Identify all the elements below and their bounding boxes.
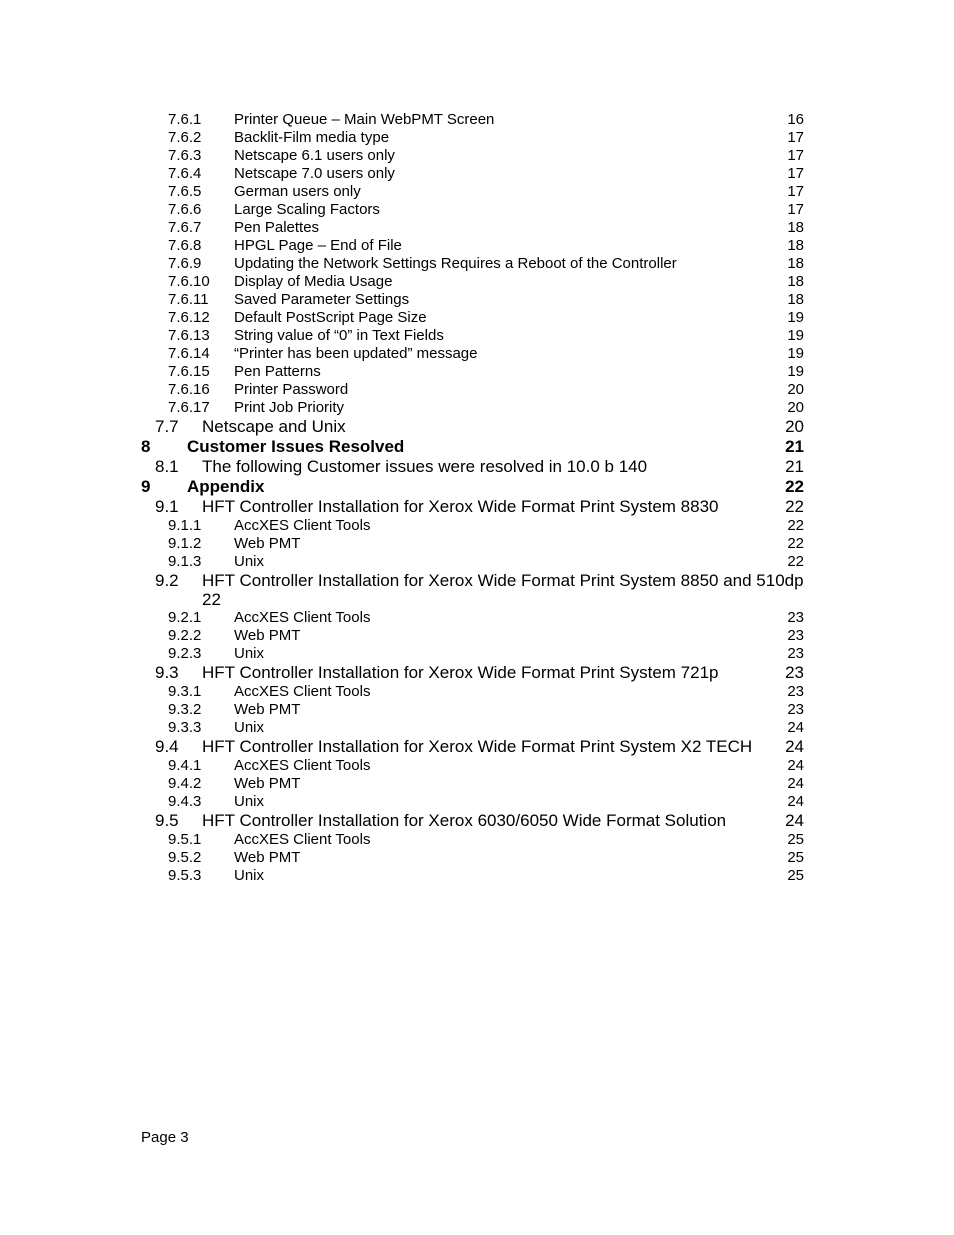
toc-entry-number: 7.6.5 <box>168 183 202 200</box>
toc-entry-page: 22 <box>787 517 804 534</box>
toc-entry[interactable] <box>0 399 954 417</box>
toc-entry-title: Unix <box>234 645 265 662</box>
toc-entry-number: 7.6.13 <box>168 327 210 344</box>
toc-entry[interactable] <box>0 345 954 363</box>
toc-entry-number: 9.1.2 <box>168 535 202 552</box>
toc-entry-number: 7.6.11 <box>168 291 209 308</box>
toc-entry-title: Pen Patterns <box>234 363 321 380</box>
toc-entry-number: 9.1.1 <box>168 517 202 534</box>
toc-entry-page: 22 <box>787 553 804 570</box>
toc-entry-page: 22 <box>785 497 804 516</box>
toc-entry-title: German users only <box>234 183 361 200</box>
toc-entry-number: 9.3.1 <box>168 683 202 700</box>
toc-entry-title: Unix <box>234 553 265 570</box>
toc-entry[interactable] <box>0 737 954 757</box>
toc-entry-title: AccXES Client Tools <box>234 517 371 534</box>
toc-entry[interactable] <box>0 273 954 291</box>
toc-entry[interactable] <box>0 571 954 609</box>
toc-entry[interactable] <box>0 255 954 273</box>
toc-entry-number: 7.6.2 <box>168 129 202 146</box>
toc-entry[interactable] <box>0 831 954 849</box>
toc-entry-number: 8.1 <box>155 457 179 476</box>
toc-entry[interactable] <box>0 129 954 147</box>
toc-entry-title: AccXES Client Tools <box>234 831 371 848</box>
toc-entry-page: 21 <box>785 437 804 456</box>
toc-entry[interactable] <box>0 219 954 237</box>
toc-entry-page: 24 <box>787 719 804 736</box>
toc-entry-title: Updating the Network Settings Requires a Reboot of the Controller <box>234 255 677 272</box>
toc-entry-page: 18 <box>787 237 804 254</box>
toc-entry-number: 9.1 <box>155 497 179 516</box>
toc-entry-title: HFT Controller Installation for Xerox Wide Format Print System X2 TECH <box>202 737 753 756</box>
toc-entry[interactable] <box>0 201 954 219</box>
toc-entry-title: Netscape 6.1 users only <box>234 147 395 164</box>
toc-entry-page: 17 <box>787 129 804 146</box>
toc-entry-title: Web PMT <box>234 701 301 718</box>
toc-entry-page: 17 <box>787 147 804 164</box>
toc-entry[interactable] <box>0 497 954 517</box>
toc-entry-title: The following Customer issues were resolved in 10.0 b 140 <box>202 457 648 476</box>
toc-entry[interactable] <box>0 381 954 399</box>
toc-entry[interactable] <box>0 237 954 255</box>
toc-entry-title: HFT Controller Installation for Xerox Wide Format Print System 8850 and 510dp <box>202 571 804 590</box>
toc-entry[interactable] <box>0 437 954 457</box>
toc-entry[interactable] <box>0 111 954 129</box>
toc-entry-number: 7.7 <box>155 417 179 436</box>
toc-entry-title: AccXES Client Tools <box>234 683 371 700</box>
toc-entry-page: 19 <box>787 309 804 326</box>
toc-entry-number: 9.3.2 <box>168 701 202 718</box>
toc-entry-number: 7.6.12 <box>168 309 210 326</box>
toc-entry-number: 9.4.1 <box>168 757 202 774</box>
toc-entry-page: 17 <box>787 165 804 182</box>
toc-entry-title: Netscape and Unix <box>202 417 346 436</box>
toc-entry-title: Unix <box>234 793 265 810</box>
toc-entry-page: 25 <box>787 831 804 848</box>
toc-entry-number: 8 <box>141 437 151 456</box>
toc-entry[interactable] <box>0 663 954 683</box>
toc-entry-number: 9.2.1 <box>168 609 202 626</box>
toc-entry-title: HPGL Page – End of File <box>234 237 402 254</box>
toc-entry-page: 22 <box>787 535 804 552</box>
toc-entry-title: String value of “0” in Text Fields <box>234 327 444 344</box>
toc-entry-page: 24 <box>785 737 804 756</box>
toc-entry-title: Appendix <box>187 477 265 496</box>
toc-entry-title: “Printer has been updated” message <box>234 345 478 362</box>
toc-entry-number: 7.6.10 <box>168 273 210 290</box>
toc-entry-page: 24 <box>787 793 804 810</box>
toc-entry-title: AccXES Client Tools <box>234 757 371 774</box>
toc-entry-number: 9.2.3 <box>168 645 202 662</box>
toc-entry[interactable] <box>0 811 954 831</box>
toc-entry[interactable] <box>0 147 954 165</box>
toc-entry-page: 24 <box>787 775 804 792</box>
toc-entry-number: 7.6.15 <box>168 363 210 380</box>
toc-entry-page: 24 <box>785 811 804 830</box>
toc-entry[interactable] <box>0 327 954 345</box>
toc-entry-number: 7.6.4 <box>168 165 202 182</box>
toc-entry-page: 23 <box>785 663 804 682</box>
toc-entry-title: Large Scaling Factors <box>234 201 380 218</box>
toc-entry-number: 7.6.1 <box>168 111 202 128</box>
toc-entry[interactable] <box>0 793 954 811</box>
toc-entry-page: 22 <box>785 477 804 496</box>
toc-entry-title: Display of Media Usage <box>234 273 393 290</box>
toc-entry-page: 25 <box>787 867 804 884</box>
toc-entry-number: 7.6.6 <box>168 201 202 218</box>
toc-entry[interactable] <box>0 477 954 497</box>
toc-entry-number: 9.4.2 <box>168 775 202 792</box>
toc-entry[interactable] <box>0 849 954 867</box>
toc-entry-title: Default PostScript Page Size <box>234 309 427 326</box>
toc-entry-number: 9.3.3 <box>168 719 202 736</box>
toc-entry[interactable] <box>0 701 954 719</box>
toc-entry-number: 7.6.16 <box>168 381 210 398</box>
toc-entry[interactable] <box>0 417 954 437</box>
toc-entry-page: 23 <box>787 701 804 718</box>
toc-entry-number: 7.6.8 <box>168 237 202 254</box>
toc-entry-page: 20 <box>787 381 804 398</box>
toc-entry-page: 23 <box>787 683 804 700</box>
toc-entry-page: 18 <box>787 291 804 308</box>
toc-entry-number: 9 <box>141 477 151 496</box>
toc-entry-number: 9.5.3 <box>168 867 202 884</box>
toc-entry-number: 9.5 <box>155 811 179 830</box>
toc-entry-title: HFT Controller Installation for Xerox 6030/6050 Wide Format Solution <box>202 811 727 830</box>
toc-entry-page: 18 <box>787 255 804 272</box>
toc-entry-page: 17 <box>787 183 804 200</box>
toc-entry[interactable] <box>0 183 954 201</box>
toc-entry-title: HFT Controller Installation for Xerox Wide Format Print System 8830 <box>202 497 719 516</box>
toc-entry[interactable] <box>0 535 954 553</box>
toc-entry-title: Backlit-Film media type <box>234 129 390 146</box>
toc-entry[interactable] <box>0 363 954 381</box>
toc-entry-number: 7.6.14 <box>168 345 210 362</box>
toc-entry[interactable] <box>0 457 954 477</box>
toc-entry-title: Web PMT <box>234 849 301 866</box>
toc-entry-number: 9.2.2 <box>168 627 202 644</box>
toc-entry-page: 18 <box>787 219 804 236</box>
toc-entry[interactable] <box>0 609 954 627</box>
toc-entry-page: 19 <box>787 327 804 344</box>
toc-entry[interactable] <box>0 165 954 183</box>
toc-entry-page: 19 <box>787 363 804 380</box>
toc-entry-page: 23 <box>787 609 804 626</box>
toc-entry-page: 23 <box>787 645 804 662</box>
toc-entry[interactable] <box>0 291 954 309</box>
toc-entry-title: Netscape 7.0 users only <box>234 165 395 182</box>
toc-entry-number: 9.1.3 <box>168 553 202 570</box>
toc-entry-number: 7.6.17 <box>168 399 210 416</box>
toc-entry-number: 9.4 <box>155 737 179 756</box>
toc-entry[interactable] <box>0 309 954 327</box>
toc-entry[interactable] <box>0 719 954 737</box>
toc-entry-title: HFT Controller Installation for Xerox Wide Format Print System 721p <box>202 663 719 682</box>
toc-entry-page: 22 <box>202 590 221 609</box>
toc-entry-page: 18 <box>787 273 804 290</box>
toc-entry-title: Saved Parameter Settings <box>234 291 410 308</box>
toc-entry-number: 9.2 <box>155 571 179 590</box>
toc-entry-title: Customer Issues Resolved <box>187 437 405 456</box>
toc-entry-title: Web PMT <box>234 775 301 792</box>
toc-entry-title: Print Job Priority <box>234 399 345 416</box>
toc-entry-number: 9.5.2 <box>168 849 202 866</box>
toc-entry-page: 20 <box>787 399 804 416</box>
toc-entry-title: Unix <box>234 867 265 884</box>
toc-entry-title: AccXES Client Tools <box>234 609 371 626</box>
table-of-contents <box>0 111 954 885</box>
toc-entry-page: 19 <box>787 345 804 362</box>
toc-entry-title: Web PMT <box>234 627 301 644</box>
toc-entry-number: 9.4.3 <box>168 793 202 810</box>
toc-entry-page: 23 <box>787 627 804 644</box>
toc-entry[interactable] <box>0 645 954 663</box>
toc-entry[interactable] <box>0 775 954 793</box>
toc-entry-title: Web PMT <box>234 535 301 552</box>
toc-entry-title: Unix <box>234 719 265 736</box>
toc-entry-number: 7.6.7 <box>168 219 202 236</box>
toc-entry-title: Printer Password <box>234 381 349 398</box>
toc-entry[interactable] <box>0 517 954 535</box>
toc-entry-page: 24 <box>787 757 804 774</box>
page-footer: Page 3 <box>141 1129 189 1146</box>
toc-entry-title: Pen Palettes <box>234 219 320 236</box>
toc-entry[interactable] <box>0 683 954 701</box>
toc-entry[interactable] <box>0 757 954 775</box>
toc-entry-page: 20 <box>785 417 804 436</box>
toc-entry-page: 25 <box>787 849 804 866</box>
toc-entry-number: 7.6.9 <box>168 255 202 272</box>
toc-entry-title: Printer Queue – Main WebPMT Screen <box>234 111 495 128</box>
toc-entry-page: 16 <box>787 111 804 128</box>
toc-entry-number: 9.3 <box>155 663 179 682</box>
toc-entry-page: 17 <box>787 201 804 218</box>
toc-entry-page: 21 <box>785 457 804 476</box>
toc-entry[interactable] <box>0 553 954 571</box>
toc-entry[interactable] <box>0 627 954 645</box>
toc-entry[interactable] <box>0 867 954 885</box>
toc-entry-number: 9.5.1 <box>168 831 202 848</box>
toc-entry-number: 7.6.3 <box>168 147 202 164</box>
